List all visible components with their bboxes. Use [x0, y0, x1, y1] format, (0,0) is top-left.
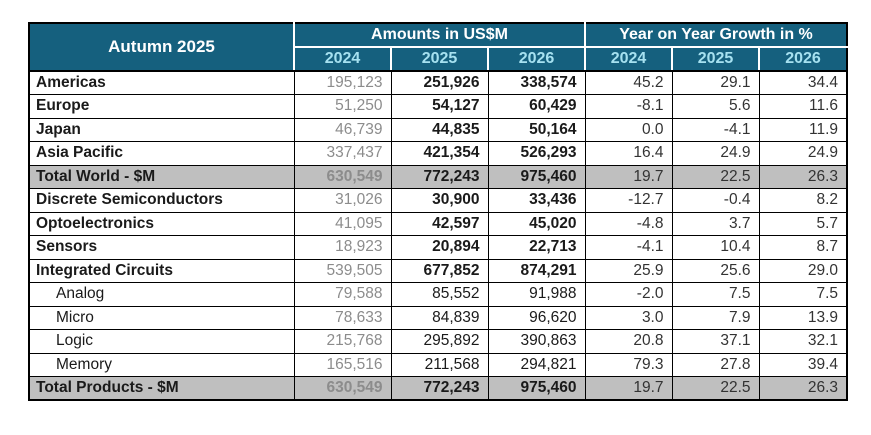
growth-2025-cell: 22.5	[672, 377, 759, 401]
amount-2024-cell: 46,739	[294, 118, 391, 142]
amount-2025-cell: 772,243	[391, 165, 488, 189]
growth-2026-cell: 24.9	[759, 142, 847, 166]
table-row	[29, 71, 847, 95]
growth-2026-cell: 26.3	[759, 165, 847, 189]
row-label: Europe	[29, 95, 294, 119]
amount-2024-cell: 78,633	[294, 306, 391, 330]
amount-2026-cell: 294,821	[488, 353, 585, 377]
row-label: Analog	[29, 283, 294, 307]
table-row	[29, 189, 847, 213]
growth-2024-cell: 45.2	[585, 71, 672, 95]
growth-2026-cell: 39.4	[759, 353, 847, 377]
amount-2025-cell: 20,894	[391, 236, 488, 260]
row-label: Memory	[29, 353, 294, 377]
table-row	[29, 142, 847, 166]
table-title: Autumn 2025	[29, 23, 294, 71]
growth-2024-cell: 19.7	[585, 377, 672, 401]
amount-2026-cell: 22,713	[488, 236, 585, 260]
amount-2024-cell: 215,768	[294, 330, 391, 354]
growth-2026-cell: 11.6	[759, 95, 847, 119]
growth-2026-cell: 34.4	[759, 71, 847, 95]
row-label: Japan	[29, 118, 294, 142]
amount-2025-cell: 30,900	[391, 189, 488, 213]
growth-2024-cell: -12.7	[585, 189, 672, 213]
growth-2024-cell: -2.0	[585, 283, 672, 307]
growth-2025-cell: 7.9	[672, 306, 759, 330]
row-label: Americas	[29, 71, 294, 95]
amount-2025-cell: 211,568	[391, 353, 488, 377]
growth-2026-cell: 8.7	[759, 236, 847, 260]
growth-year-header-2025: 2025	[672, 47, 759, 71]
row-label: Optoelectronics	[29, 212, 294, 236]
table-row	[29, 165, 847, 189]
amount-2024-cell: 51,250	[294, 95, 391, 119]
growth-2024-cell: 0.0	[585, 118, 672, 142]
growth-2024-cell: 16.4	[585, 142, 672, 166]
row-label: Total Products - $M	[29, 377, 294, 401]
table-row	[29, 259, 847, 283]
table-row	[29, 236, 847, 260]
table-row	[29, 330, 847, 354]
amounts-year-header-2026: 2026	[488, 47, 585, 71]
amount-2025-cell: 44,835	[391, 118, 488, 142]
amount-2025-cell: 54,127	[391, 95, 488, 119]
growth-2025-cell: 5.6	[672, 95, 759, 119]
growth-2025-cell: 22.5	[672, 165, 759, 189]
forecast-table-container	[28, 22, 848, 401]
amount-2024-cell: 195,123	[294, 71, 391, 95]
growth-2026-cell: 11.9	[759, 118, 847, 142]
amount-2025-cell: 295,892	[391, 330, 488, 354]
amount-2024-cell: 630,549	[294, 165, 391, 189]
amount-2026-cell: 45,020	[488, 212, 585, 236]
growth-2024-cell: 19.7	[585, 165, 672, 189]
growth-2026-cell: 13.9	[759, 306, 847, 330]
amount-2024-cell: 165,516	[294, 353, 391, 377]
growth-2025-cell: 3.7	[672, 212, 759, 236]
amount-2026-cell: 338,574	[488, 71, 585, 95]
amount-2026-cell: 50,164	[488, 118, 585, 142]
table-header	[29, 23, 847, 71]
amount-2024-cell: 18,923	[294, 236, 391, 260]
growth-2025-cell: 10.4	[672, 236, 759, 260]
growth-2024-cell: -4.8	[585, 212, 672, 236]
row-label: Integrated Circuits	[29, 259, 294, 283]
amount-2026-cell: 975,460	[488, 165, 585, 189]
growth-year-header-2026: 2026	[759, 47, 847, 71]
growth-2025-cell: 25.6	[672, 259, 759, 283]
growth-2025-cell: -0.4	[672, 189, 759, 213]
amount-2025-cell: 42,597	[391, 212, 488, 236]
row-label: Asia Pacific	[29, 142, 294, 166]
amount-2024-cell: 41,095	[294, 212, 391, 236]
growth-2026-cell: 8.2	[759, 189, 847, 213]
growth-group-header: Year on Year Growth in %	[585, 23, 847, 47]
growth-2024-cell: 3.0	[585, 306, 672, 330]
row-label: Discrete Semiconductors	[29, 189, 294, 213]
growth-2026-cell: 5.7	[759, 212, 847, 236]
growth-2025-cell: 24.9	[672, 142, 759, 166]
growth-2025-cell: 7.5	[672, 283, 759, 307]
amount-2026-cell: 975,460	[488, 377, 585, 401]
table-row	[29, 353, 847, 377]
amounts-year-header-2024: 2024	[294, 47, 391, 71]
growth-2025-cell: 37.1	[672, 330, 759, 354]
growth-2026-cell: 26.3	[759, 377, 847, 401]
table-row	[29, 377, 847, 401]
amount-2025-cell: 772,243	[391, 377, 488, 401]
table-row	[29, 95, 847, 119]
growth-2024-cell: 79.3	[585, 353, 672, 377]
amount-2026-cell: 874,291	[488, 259, 585, 283]
amount-2026-cell: 526,293	[488, 142, 585, 166]
growth-2025-cell: 29.1	[672, 71, 759, 95]
table-body	[29, 71, 847, 400]
growth-2025-cell: -4.1	[672, 118, 759, 142]
amount-2025-cell: 421,354	[391, 142, 488, 166]
table-row	[29, 212, 847, 236]
growth-2026-cell: 29.0	[759, 259, 847, 283]
row-label: Sensors	[29, 236, 294, 260]
amount-2026-cell: 390,863	[488, 330, 585, 354]
row-label: Total World - $M	[29, 165, 294, 189]
amount-2026-cell: 96,620	[488, 306, 585, 330]
growth-2026-cell: 32.1	[759, 330, 847, 354]
amount-2024-cell: 337,437	[294, 142, 391, 166]
amount-2026-cell: 91,988	[488, 283, 585, 307]
amount-2025-cell: 677,852	[391, 259, 488, 283]
amount-2024-cell: 31,026	[294, 189, 391, 213]
amount-2025-cell: 84,839	[391, 306, 488, 330]
row-label: Micro	[29, 306, 294, 330]
semiconductor-forecast-table	[28, 22, 848, 401]
table-row	[29, 118, 847, 142]
amount-2025-cell: 251,926	[391, 71, 488, 95]
growth-2024-cell: -4.1	[585, 236, 672, 260]
growth-2024-cell: 25.9	[585, 259, 672, 283]
growth-2025-cell: 27.8	[672, 353, 759, 377]
amount-2026-cell: 60,429	[488, 95, 585, 119]
table-row	[29, 306, 847, 330]
growth-year-header-2024: 2024	[585, 47, 672, 71]
amount-2024-cell: 539,505	[294, 259, 391, 283]
table-row	[29, 283, 847, 307]
growth-2026-cell: 7.5	[759, 283, 847, 307]
amount-2026-cell: 33,436	[488, 189, 585, 213]
amount-2024-cell: 79,588	[294, 283, 391, 307]
amounts-year-header-2025: 2025	[391, 47, 488, 71]
amounts-group-header: Amounts in US$M	[294, 23, 585, 47]
amount-2024-cell: 630,549	[294, 377, 391, 401]
row-label: Logic	[29, 330, 294, 354]
growth-2024-cell: -8.1	[585, 95, 672, 119]
growth-2024-cell: 20.8	[585, 330, 672, 354]
amount-2025-cell: 85,552	[391, 283, 488, 307]
